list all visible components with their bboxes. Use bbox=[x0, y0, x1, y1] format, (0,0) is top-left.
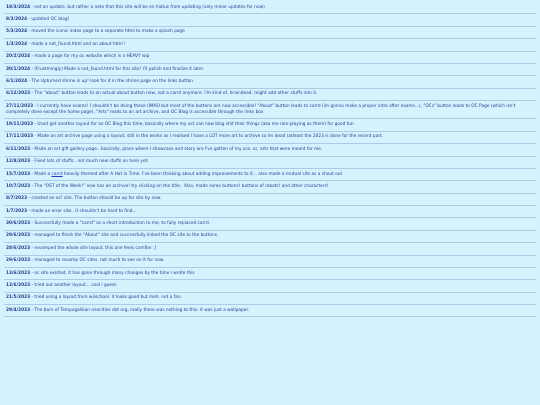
entry-text: managed to finish the "About" site and successfully linked the OC site to the buttons. bbox=[34, 233, 219, 239]
log-entry: 27/11/2023 - I currently have exams! I shouldn't be doing these (IMAO but most of the buttons are now accessible! "About" button leads to carrd (im gonna make a proper intro after exams...), "OCs" button leads to OC Page (which isn't completely done except the home page), "Arts" leads to an art archive, and OC Blog is accessible through the links box bbox=[4, 101, 536, 119]
entry-text: updated OC blog! bbox=[31, 17, 70, 23]
entry-text: Made a carrd heavily themed after A Hat in Time. I've been thinking about adding improvements to it... also made a mutual site as a shout out bbox=[34, 171, 343, 177]
log-entry: 15/7/2023 - Made a carrd heavily themed after A Hat in Time. I've been thinking about adding improvements to it... also made a mutual site as a shout out bbox=[4, 169, 536, 181]
entry-date: 28/6/2023 bbox=[6, 245, 31, 251]
log-entry: 1/3/2024 - made a not_found.html and an about html ! bbox=[4, 39, 536, 51]
entry-date: 5/3/2024 bbox=[6, 29, 28, 35]
entry-date: 21/5/2023 bbox=[6, 295, 31, 301]
entry-date: 10/7/2023 bbox=[6, 183, 31, 189]
entry-text: Successfully made a "carrd" as a short introduction to me, to fully replaced carrd. bbox=[34, 221, 211, 227]
entry-text: moved the iconic index page to a separate html to make a splash page bbox=[31, 29, 185, 35]
log-entry: 10/7/2023 - The "OST of the Week!" now has an archive! try clicking on the title.. Also, made some buttons! buttons of robots! and other characters! bbox=[4, 181, 536, 193]
log-entry: 1/7/2023 - made an error site.. it shouldn't be hard to find... bbox=[4, 206, 536, 218]
entry-text: Fixed lots of stuffs.. not much new stuffs on here yet. bbox=[34, 159, 149, 165]
log-entry: 5/3/2024 - moved the iconic index page to a separate html to make a splash page bbox=[4, 27, 536, 39]
entry-date: 12/6/2023 bbox=[6, 282, 31, 288]
entry-text: made an error site.. it shouldn't be hard to find... bbox=[31, 208, 137, 214]
log-entry: 29/4/2023 - The born of Tempogalikan neocities dot org, really there was nothing to this. it was just a wallpaper. bbox=[4, 305, 536, 317]
log-entry: 12/6/2023 - tried out another layout... cool i guess bbox=[4, 280, 536, 292]
entry-text: (Frustmingly) Made a not_found.html for this site! I'll polish and finalize it later. bbox=[34, 66, 205, 72]
entry-text: created an oc! site. The button should be up for site by now. bbox=[31, 196, 162, 202]
entry-date: 19/11/2023 bbox=[6, 122, 34, 128]
log-entry: 29/6/2023 - managed to revamp OC sites. not much to see on it for now. bbox=[4, 256, 536, 268]
log-entry: 19/11/2023 - Used get another layout for an OC Blog this time, basically where my oct can now blog shit their things (aka me role-playing as them) for good fun bbox=[4, 119, 536, 131]
entry-date: 6/12/2023 bbox=[6, 91, 31, 97]
entry-text: revamped the whole site layout. this one feels comfier :] bbox=[34, 245, 157, 251]
entry-date: 29/6/2023 bbox=[6, 258, 31, 264]
log-entry: 6/11/2023 - Made an art gift gallery page.. basically, place where I showcase and story are I've gotten of my ocs. or, arts that were meant for me. bbox=[4, 144, 536, 156]
log-entry: 21/5/2023 - tried using a layout from w3school. it looks good but meh. not a fan. bbox=[4, 293, 536, 305]
log-entry: 13/6/2023 - oc site existed. it has gone through many changes by the time i wrote this bbox=[4, 268, 536, 280]
log-entry: 8/3/2024 - updated OC blog! bbox=[4, 14, 536, 26]
entry-date: 1/3/2024 bbox=[6, 41, 28, 47]
entry-date: 1/7/2023 bbox=[6, 208, 28, 214]
entry-text: oc site existed. it has gone through many changes by the time i wrote this bbox=[34, 270, 195, 276]
entry-date: 20/2/2024 bbox=[6, 54, 31, 60]
entry-date: 27/11/2023 bbox=[6, 103, 34, 109]
log-entry: 12/8/2023 - Fixed lots of stuffs.. not much new stuffs on here yet. bbox=[4, 157, 536, 169]
entry-date: 8/7/2023 bbox=[6, 196, 28, 202]
log-entry: 18/3/2024 - not an update, but rather a note that this site will be on hiatus from updating (only minor updates for now) bbox=[4, 2, 536, 14]
entry-date: 12/8/2023 bbox=[6, 159, 31, 165]
entry-date: 6/11/2023 bbox=[6, 146, 31, 152]
entry-text: made a not_found.html and an about html ! bbox=[31, 41, 126, 47]
entry-date: 30/1/2024 bbox=[6, 66, 31, 72]
entry-text: The Upturned shrine is up! look for it in the shrine page on the links button. bbox=[31, 78, 195, 84]
carrd-link[interactable]: carrd bbox=[51, 171, 63, 177]
log-entry: 30/1/2024 - (Frustmingly) Made a not_found.html for this site! I'll polish and finalize it later. bbox=[4, 64, 536, 76]
log-entry: 20/2/2024 - made a page for my oc website which is a HEAVY wip bbox=[4, 52, 536, 64]
log-entry: 30/6/2023 - Successfully made a "carrd" as a short introduction to me, to fully replaced carrd. bbox=[4, 218, 536, 230]
log-entry: 29/6/2023 - managed to finish the "About" site and successfully linked the OC site to the buttons. bbox=[4, 231, 536, 243]
log-entry: 28/6/2023 - revamped the whole site layout. this one feels comfier :] bbox=[4, 243, 536, 255]
entry-date: 13/6/2023 bbox=[6, 270, 31, 276]
entry-text: Made an art gift gallery page.. basically, place where I showcase and story are I've gotten of my ocs. or, arts that were meant for me. bbox=[34, 146, 323, 152]
entry-date: 29/6/2023 bbox=[6, 233, 31, 239]
entry-date: 15/7/2023 bbox=[6, 171, 31, 177]
entry-date: 29/4/2023 bbox=[6, 307, 31, 313]
entry-text: tried out another layout... cool i guess bbox=[34, 282, 117, 288]
entry-text: I currently have exams! I shouldn't be doing these (IMAO but most of the buttons are now accessible! "About" button leads to carrd (im gonna make a proper intro after exams...), "OCs" button leads to OC Page (which isn't completely done except the home page), "Arts" leads to an art archive, and OC Blog is accessible through the links box bbox=[6, 103, 516, 115]
entry-text: Used get another layout for an OC Blog this time, basically where my oct can now blog shit their things (aka me role-playing as them) for good fun bbox=[37, 122, 354, 128]
log-entry: 8/7/2023 - created an oc! site. The button should be up for site by now. bbox=[4, 194, 536, 206]
entry-text: The "OST of the Week!" now has an archive! try clicking on the title.. Also, made some buttons! buttons of robots! and other characters! bbox=[34, 183, 329, 189]
entry-date: 17/11/2023 bbox=[6, 134, 34, 140]
log-entry: 6/1/2024 - The Upturned shrine is up! look for it in the shrine page on the links button. bbox=[4, 76, 536, 88]
entry-text: tried using a layout from w3school. it looks good but meh. not a fan. bbox=[34, 295, 182, 301]
entry-date: 6/1/2024 bbox=[6, 78, 28, 84]
entry-date: 18/3/2024 bbox=[6, 4, 31, 10]
entry-text: Made an art archive page using a layout, still in the works as I realised I have a LOT more art to archive so im dead (atleast the 2023 is done for the recent part. bbox=[37, 134, 384, 140]
entry-text: managed to revamp OC sites. not much to see on it for now. bbox=[34, 258, 165, 264]
entry-text: The born of Tempogalikan neocities dot org, really there was nothing to this. it was just a wallpaper. bbox=[34, 307, 250, 313]
entry-text: The "about" button leads to an actual about button now, not a carrd anymore. I'm kind of, braindead. might add other stuffs into it. bbox=[34, 91, 318, 97]
entry-text: not an update, but rather a note that this site will be on hiatus from updating (only minor updates for now) bbox=[34, 4, 265, 10]
entry-date: 30/6/2023 bbox=[6, 221, 31, 227]
entry-date: 8/3/2024 bbox=[6, 17, 28, 23]
entry-text: made a page for my oc website which is a HEAVY wip bbox=[34, 54, 150, 60]
log-entry: 17/11/2023 - Made an art archive page using a layout, still in the works as I realised I have a LOT more art to archive so im dead (atleast the 2023 is done for the recent part. bbox=[4, 132, 536, 144]
log-entry: 6/12/2023 - The "about" button leads to an actual about button now, not a carrd anymore. I'm kind of, braindead. might add other stuffs into it. bbox=[4, 89, 536, 101]
